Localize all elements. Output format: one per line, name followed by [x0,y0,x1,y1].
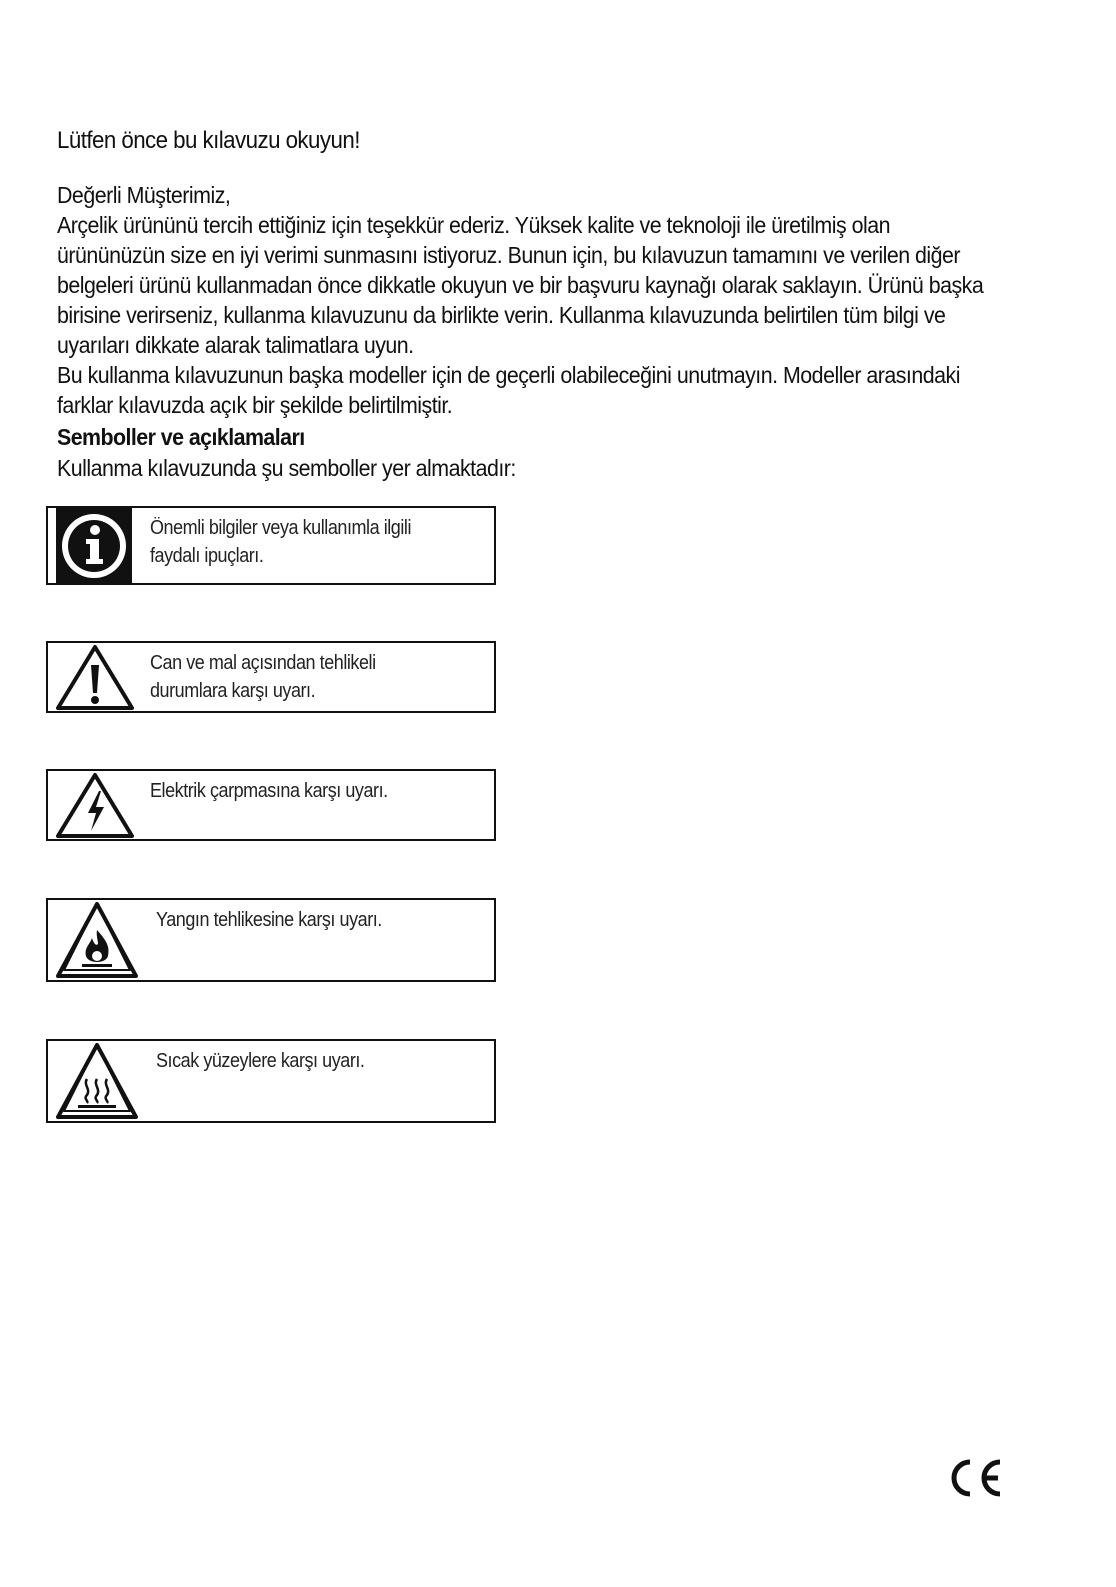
symbols-intro: Kullanma kılavuzunda şu semboller yer almaktadır: [57,455,516,481]
ce-mark-icon [948,1458,1004,1498]
symbol-text-line: Yangın tehlikesine karşı uyarı. [156,909,382,931]
symbol-text-line: durumlara karşı uyarı. [150,680,316,702]
symbol-text-line: Elektrik çarpmasına karşı uyarı. [150,780,388,802]
intro-line: uyarıları dikkate alarak talimatlara uyun. [57,332,414,358]
symbol-box-hot-surface [46,1039,496,1123]
intro-line: Arçelik ürününü tercih ettiğiniz için teşekkür ederiz. Yüksek kalite ve teknoloji ile üretilmiş olan [57,212,890,238]
symbol-box-warning [46,641,496,713]
electric-shock-icon [54,771,136,839]
fire-hazard-icon [54,900,140,980]
page-title: Lütfen önce bu kılavuzu okuyun! [57,127,360,154]
symbol-box-info [46,506,496,585]
info-icon [56,508,132,583]
symbol-text-line: Can ve mal açısından tehlikeli [150,652,376,674]
intro-text [57,180,1024,420]
greeting: Değerli Müşterimiz, [57,182,231,208]
intro-line: birisine verirseniz, kullanma kılavuzunu da birlikte verin. Kullanma kılavuzunda belirtilen tüm bilgi ve [57,302,946,328]
symbol-box-electric [46,769,496,841]
intro-line: Bu kullanma kılavuzunun başka modeller için de geçerli olabileceğini unutmayın. Modeller arasındaki [57,362,960,388]
symbol-text-line: Önemli bilgiler veya kullanımla ilgili [150,517,412,539]
intro-line: ürününüzün size en iyi verimi sunmasını istiyoruz. Bunun için, bu kılavuzun tamamını ve verilen diğer [57,242,961,268]
symbols-heading: Semboller ve açıklamaları [57,424,305,450]
symbol-text-line: Sıcak yüzeylere karşı uyarı. [156,1050,365,1072]
intro-line: farklar kılavuzda açık bir şekilde belirtilmiştir. [57,392,453,418]
symbol-box-fire [46,898,496,982]
warning-exclamation-icon [54,643,136,711]
intro-line: belgeleri ürünü kullanmadan önce dikkatle okuyun ve bir başvuru kaynağı olarak saklayın. Ürünü başka [57,272,984,298]
symbol-text-line: faydalı ipuçları. [150,545,264,567]
hot-surface-icon [54,1041,140,1121]
